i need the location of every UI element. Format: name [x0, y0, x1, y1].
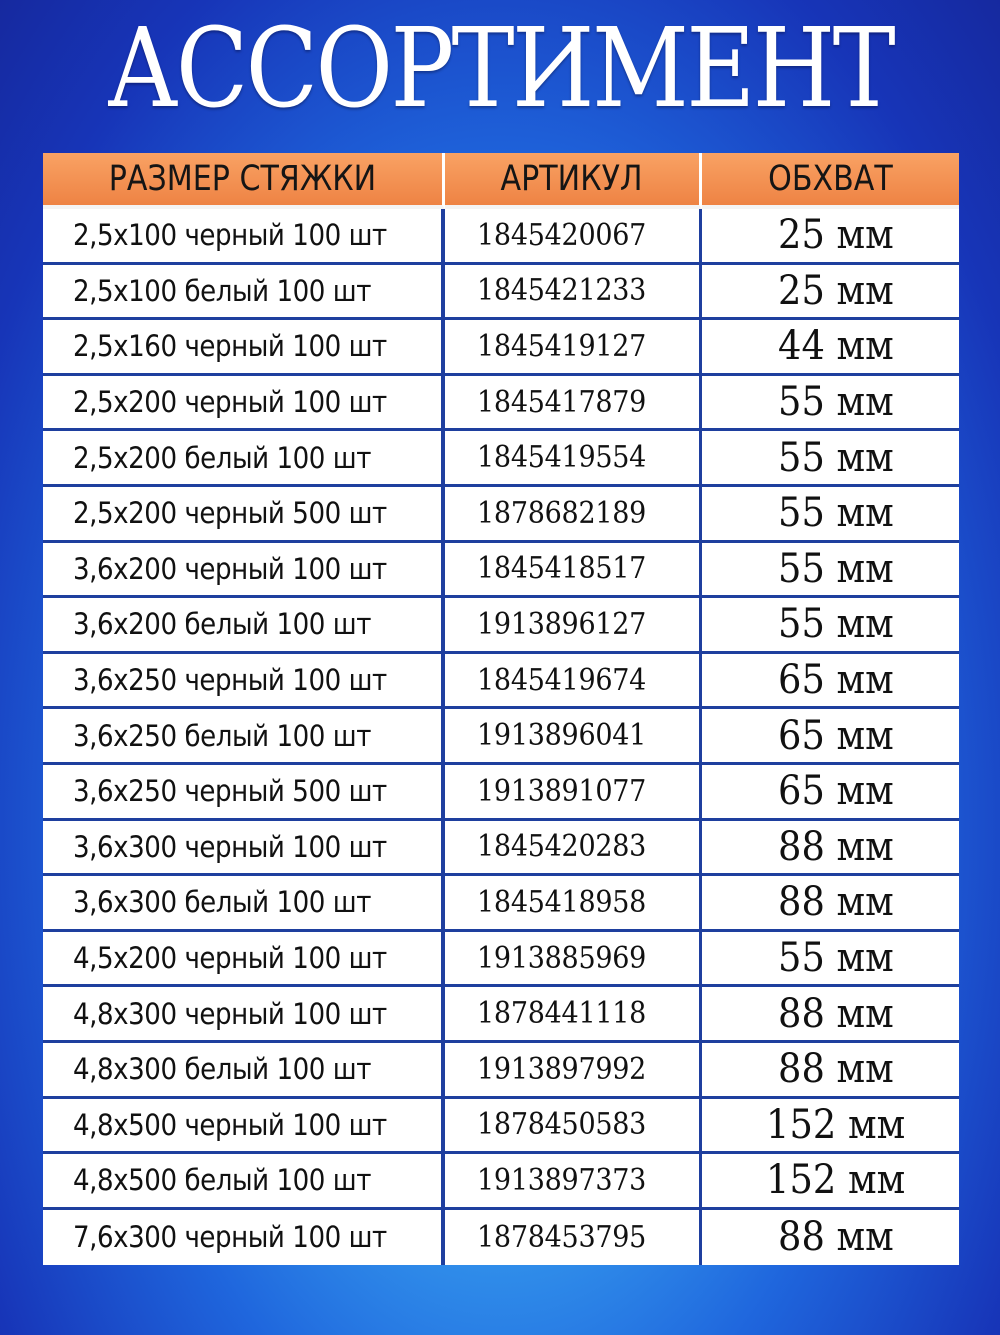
header-row	[43, 153, 959, 209]
article-text: 1845418517	[477, 551, 647, 587]
girth-text: 55 мм	[777, 545, 894, 592]
table-row	[43, 1099, 959, 1155]
girth-cell	[702, 543, 959, 599]
size-text: 4,8х500 белый 100 шт	[73, 1163, 371, 1198]
article-text: 1913897992	[477, 1051, 647, 1087]
header-article-label: АРТИКУЛ	[500, 159, 643, 199]
article-cell	[445, 320, 702, 376]
girth-text: 25 мм	[777, 212, 894, 259]
table-row	[43, 431, 959, 487]
girth-cell	[702, 932, 959, 988]
size-text: 4,5х200 черный 100 шт	[73, 941, 387, 976]
table-row	[43, 1154, 959, 1210]
size-text: 2,5х160 черный 100 шт	[73, 329, 387, 364]
size-cell	[43, 709, 445, 765]
girth-text: 88 мм	[777, 990, 894, 1037]
article-cell	[445, 487, 702, 543]
girth-text: 88 мм	[777, 879, 894, 926]
size-text: 7,6х300 черный 100 шт	[73, 1220, 387, 1255]
article-text: 1845420283	[477, 829, 647, 865]
article-cell	[445, 987, 702, 1043]
girth-text: 55 мм	[777, 434, 894, 481]
size-text: 3,6х300 черный 100 шт	[73, 829, 387, 864]
girth-cell	[702, 320, 959, 376]
article-text: 1913896127	[477, 606, 647, 642]
size-cell	[43, 1043, 445, 1099]
article-cell	[445, 765, 702, 821]
girth-cell	[702, 598, 959, 654]
table-body	[43, 209, 959, 1265]
size-cell	[43, 876, 445, 932]
article-text: 1878441118	[477, 996, 647, 1032]
article-text: 1845419674	[477, 662, 647, 698]
girth-text: 55 мм	[777, 490, 894, 537]
article-cell	[445, 1099, 702, 1155]
assortment-table	[43, 153, 959, 1265]
size-text: 3,6х250 черный 500 шт	[73, 774, 387, 809]
table-row	[43, 320, 959, 376]
article-text: 1913891077	[477, 773, 647, 809]
page-title: АССОРТИМЕНТ	[106, 4, 894, 132]
header-girth-label: ОБХВАТ	[768, 159, 893, 199]
girth-text: 88 мм	[777, 1046, 894, 1093]
article-text: 1845421233	[477, 273, 647, 309]
size-cell	[43, 431, 445, 487]
girth-cell	[702, 209, 959, 265]
article-text: 1845419127	[477, 328, 647, 364]
girth-text: 44 мм	[777, 323, 894, 370]
size-text: 2,5х200 белый 100 шт	[73, 440, 371, 475]
article-text: 1845419554	[477, 440, 647, 476]
header-size-label: РАЗМЕР СТЯЖКИ	[108, 159, 377, 199]
table-row	[43, 543, 959, 599]
table-row	[43, 1210, 959, 1266]
girth-cell	[702, 1154, 959, 1210]
article-text: 1913896041	[477, 718, 647, 754]
size-text: 4,8х300 черный 100 шт	[73, 996, 387, 1031]
girth-cell	[702, 487, 959, 543]
header-girth	[702, 153, 959, 209]
table-row	[43, 598, 959, 654]
girth-text: 25 мм	[777, 267, 894, 314]
size-text: 4,8х300 белый 100 шт	[73, 1052, 371, 1087]
article-text: 1845418958	[477, 884, 647, 920]
girth-cell	[702, 654, 959, 710]
article-text: 1878450583	[477, 1107, 647, 1143]
size-cell	[43, 209, 445, 265]
assortment-table-container	[43, 153, 959, 1265]
size-cell	[43, 320, 445, 376]
size-cell	[43, 987, 445, 1043]
article-cell	[445, 543, 702, 599]
article-cell	[445, 821, 702, 877]
girth-cell	[702, 265, 959, 321]
article-cell	[445, 932, 702, 988]
girth-text: 55 мм	[777, 601, 894, 648]
article-text: 1878682189	[477, 495, 647, 531]
girth-text: 65 мм	[777, 657, 894, 704]
table-row	[43, 209, 959, 265]
article-cell	[445, 709, 702, 765]
size-cell	[43, 543, 445, 599]
table-row	[43, 654, 959, 710]
girth-cell	[702, 376, 959, 432]
girth-text: 88 мм	[777, 823, 894, 870]
girth-cell	[702, 987, 959, 1043]
size-cell	[43, 1099, 445, 1155]
girth-text: 65 мм	[777, 768, 894, 815]
girth-cell	[702, 1043, 959, 1099]
article-cell	[445, 376, 702, 432]
size-text: 3,6х300 белый 100 шт	[73, 885, 371, 920]
girth-text: 65 мм	[777, 712, 894, 759]
article-cell	[445, 265, 702, 321]
article-cell	[445, 431, 702, 487]
article-cell	[445, 209, 702, 265]
table-row	[43, 487, 959, 543]
size-text: 2,5х100 черный 100 шт	[73, 218, 387, 253]
size-text: 2,5х200 черный 500 шт	[73, 496, 387, 531]
girth-text: 55 мм	[777, 935, 894, 982]
article-cell	[445, 1154, 702, 1210]
article-cell	[445, 598, 702, 654]
article-cell	[445, 1043, 702, 1099]
table-row	[43, 765, 959, 821]
table-row	[43, 932, 959, 988]
girth-text: 55 мм	[777, 379, 894, 426]
size-cell	[43, 821, 445, 877]
girth-cell	[702, 821, 959, 877]
girth-cell	[702, 709, 959, 765]
size-text: 3,6х250 белый 100 шт	[73, 718, 371, 753]
article-text: 1845417879	[477, 384, 647, 420]
size-text: 3,6х200 белый 100 шт	[73, 607, 371, 642]
article-text: 1878453795	[477, 1219, 647, 1255]
table-row	[43, 709, 959, 765]
header-size	[43, 153, 445, 209]
size-cell	[43, 765, 445, 821]
size-cell	[43, 376, 445, 432]
size-cell	[43, 598, 445, 654]
girth-cell	[702, 876, 959, 932]
girth-text: 88 мм	[777, 1214, 894, 1261]
table-row	[43, 987, 959, 1043]
girth-cell	[702, 1099, 959, 1155]
girth-text: 152 мм	[765, 1157, 906, 1204]
table-row	[43, 376, 959, 432]
size-text: 2,5х100 белый 100 шт	[73, 273, 371, 308]
article-cell	[445, 876, 702, 932]
girth-cell	[702, 431, 959, 487]
article-text: 1845420067	[477, 217, 647, 253]
girth-cell	[702, 765, 959, 821]
article-text: 1913885969	[477, 940, 647, 976]
size-cell	[43, 654, 445, 710]
size-text: 4,8х500 черный 100 шт	[73, 1107, 387, 1142]
size-cell	[43, 265, 445, 321]
table-row	[43, 876, 959, 932]
size-cell	[43, 932, 445, 988]
size-cell	[43, 487, 445, 543]
girth-text: 152 мм	[765, 1101, 906, 1148]
table-row	[43, 821, 959, 877]
size-cell	[43, 1154, 445, 1210]
girth-cell	[702, 1210, 959, 1266]
size-text: 3,6х200 черный 100 шт	[73, 551, 387, 586]
article-cell	[445, 1210, 702, 1266]
size-cell	[43, 1210, 445, 1266]
article-text: 1913897373	[477, 1162, 647, 1198]
table-header	[43, 153, 959, 209]
size-text: 3,6х250 черный 100 шт	[73, 663, 387, 698]
table-row	[43, 1043, 959, 1099]
size-text: 2,5х200 черный 100 шт	[73, 385, 387, 420]
article-cell	[445, 654, 702, 710]
header-article	[445, 153, 702, 209]
table-row	[43, 265, 959, 321]
